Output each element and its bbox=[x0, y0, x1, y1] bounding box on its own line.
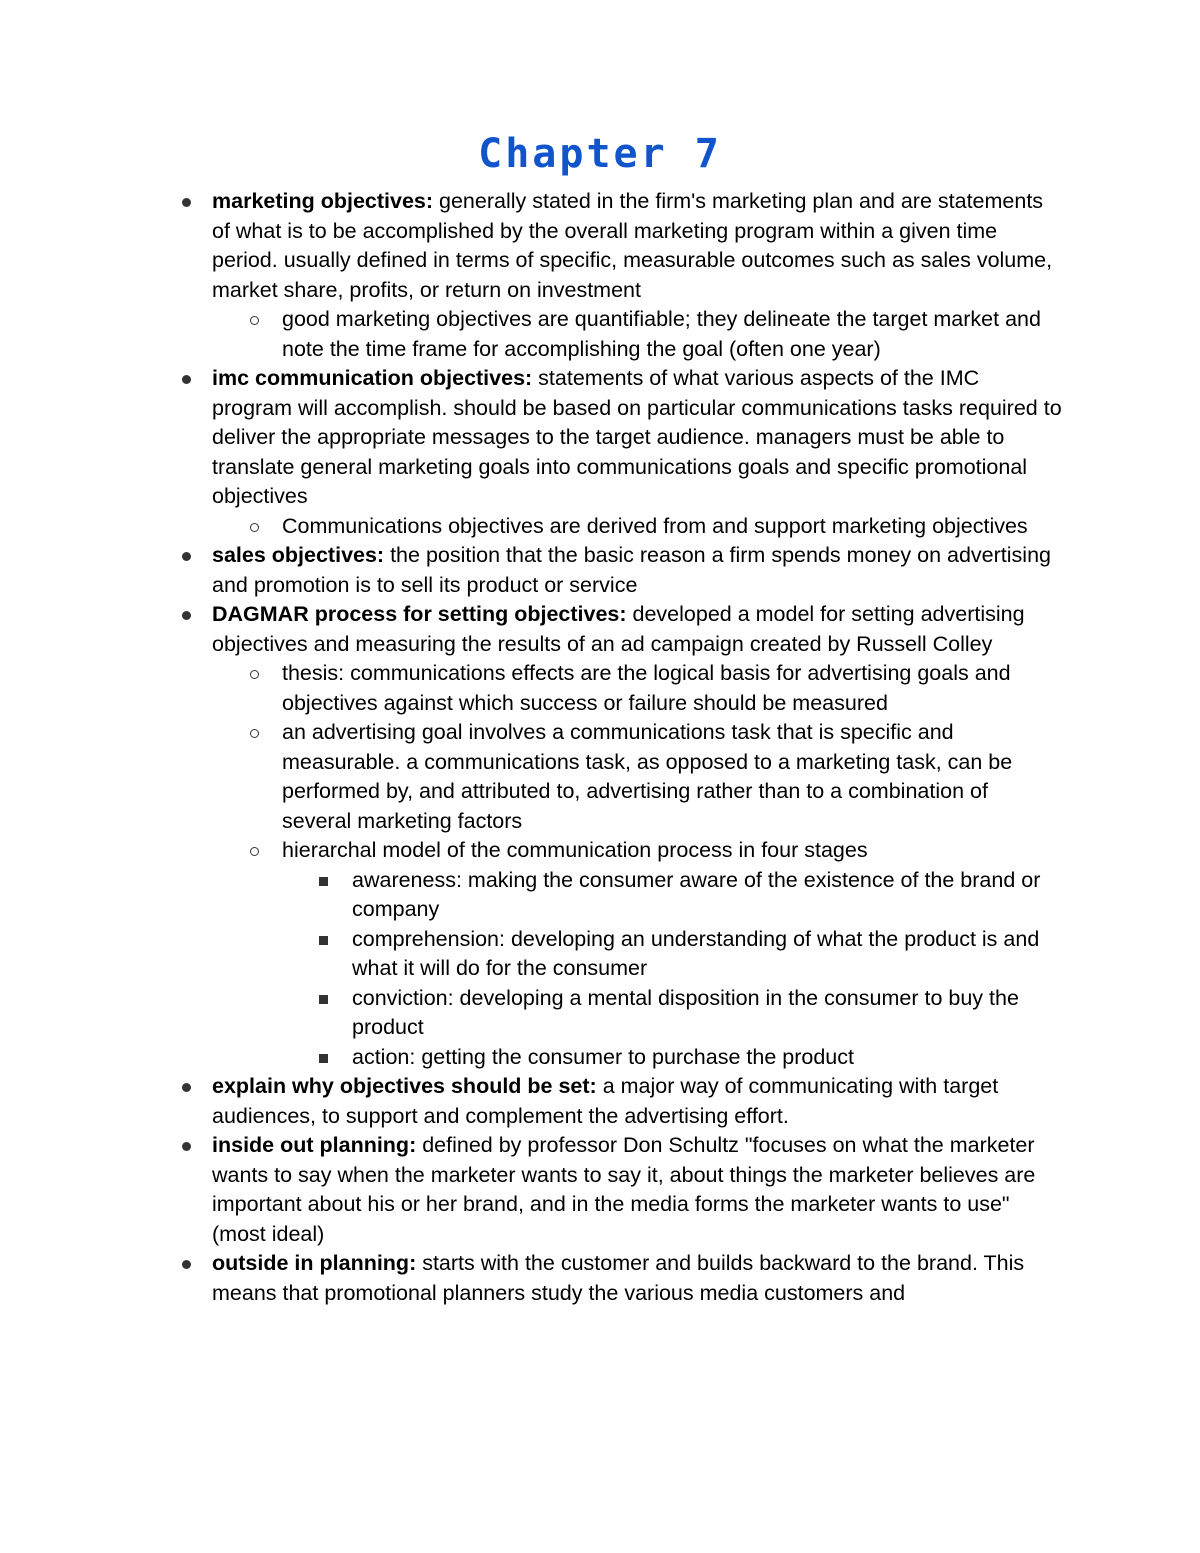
sub-list-item: an advertising goal involves a communications task that is specific and measurable. a communications task, as opposed to a marketing task, can be performed by, and attributed to, advertising rather than to a combination of several marketing factors bbox=[282, 718, 1062, 836]
notes-content bbox=[212, 187, 1062, 1308]
stage-item: conviction: developing a mental disposition in the consumer to buy the product bbox=[352, 984, 1062, 1043]
stage-list bbox=[282, 866, 1062, 1073]
term-definition: statements of what various aspects of the IMC program will accomplish. should be based on particular communications tasks required to deliver the appropriate messages to the target audience. managers must be able to translate general marketing goals into communications goals and specific promotional objectives bbox=[212, 366, 1062, 508]
list-item-imc-communication-objectives bbox=[212, 364, 1062, 541]
sub-list bbox=[212, 659, 1062, 1072]
term-label: sales objectives: bbox=[212, 543, 385, 567]
sub-list-item-text: hierarchal model of the communication process in four stages bbox=[282, 838, 868, 862]
list-item-inside-out-planning bbox=[212, 1131, 1062, 1249]
list-item-why-objectives bbox=[212, 1072, 1062, 1131]
stage-item: action: getting the consumer to purchase the product bbox=[352, 1043, 1062, 1073]
term-label: explain why objectives should be set: bbox=[212, 1074, 597, 1098]
term-label: outside in planning: bbox=[212, 1251, 417, 1275]
notes-list bbox=[212, 187, 1062, 1308]
term-definition: a major way of communicating with target audiences, to support and complement the advertising effort. bbox=[212, 1074, 999, 1128]
sub-list-item-hierarchy bbox=[282, 836, 1062, 1072]
list-item-sales-objectives bbox=[212, 541, 1062, 600]
list-item-marketing-objectives bbox=[212, 187, 1062, 364]
term-definition: defined by professor Don Schultz "focuses on what the marketer wants to say when the marketer wants to say it, about things the marketer believes are important about his or her brand, and in the media forms the marketer wants to use" (most ideal) bbox=[212, 1133, 1036, 1246]
sub-list-item: Communications objectives are derived from and support marketing objectives bbox=[282, 512, 1062, 542]
list-item-outside-in-planning bbox=[212, 1249, 1062, 1308]
stage-item: comprehension: developing an understanding of what the product is and what it will do for the consumer bbox=[352, 925, 1062, 984]
term-definition: generally stated in the firm's marketing plan and are statements of what is to be accomplished by the overall marketing program within a given time period. usually defined in terms of specific, measurable outcomes such as sales volume, market share, profits, or return on investment bbox=[212, 189, 1053, 302]
sub-list-item: good marketing objectives are quantifiable; they delineate the target market and note the time frame for accomplishing the goal (often one year) bbox=[282, 305, 1062, 364]
term-label: marketing objectives: bbox=[212, 189, 434, 213]
term-definition: starts with the customer and builds backward to the brand. This means that promotional planners study the various media customers and bbox=[212, 1251, 1025, 1305]
term-label: DAGMAR process for setting objectives: bbox=[212, 602, 627, 626]
sub-list bbox=[212, 512, 1062, 542]
sub-list-item: thesis: communications effects are the logical basis for advertising goals and objectives against which success or failure should be measured bbox=[282, 659, 1062, 718]
term-label: imc communication objectives: bbox=[212, 366, 533, 390]
term-definition: the position that the basic reason a firm spends money on advertising and promotion is to sell its product or service bbox=[212, 543, 1051, 597]
list-item-dagmar-process bbox=[212, 600, 1062, 1072]
stage-item: awareness: making the consumer aware of the existence of the brand or company bbox=[352, 866, 1062, 925]
page-title: Chapter 7 bbox=[478, 131, 722, 177]
term-definition: developed a model for setting advertising objectives and measuring the results of an ad campaign created by Russell Colley bbox=[212, 602, 1025, 656]
sub-list bbox=[212, 305, 1062, 364]
term-label: inside out planning: bbox=[212, 1133, 417, 1157]
